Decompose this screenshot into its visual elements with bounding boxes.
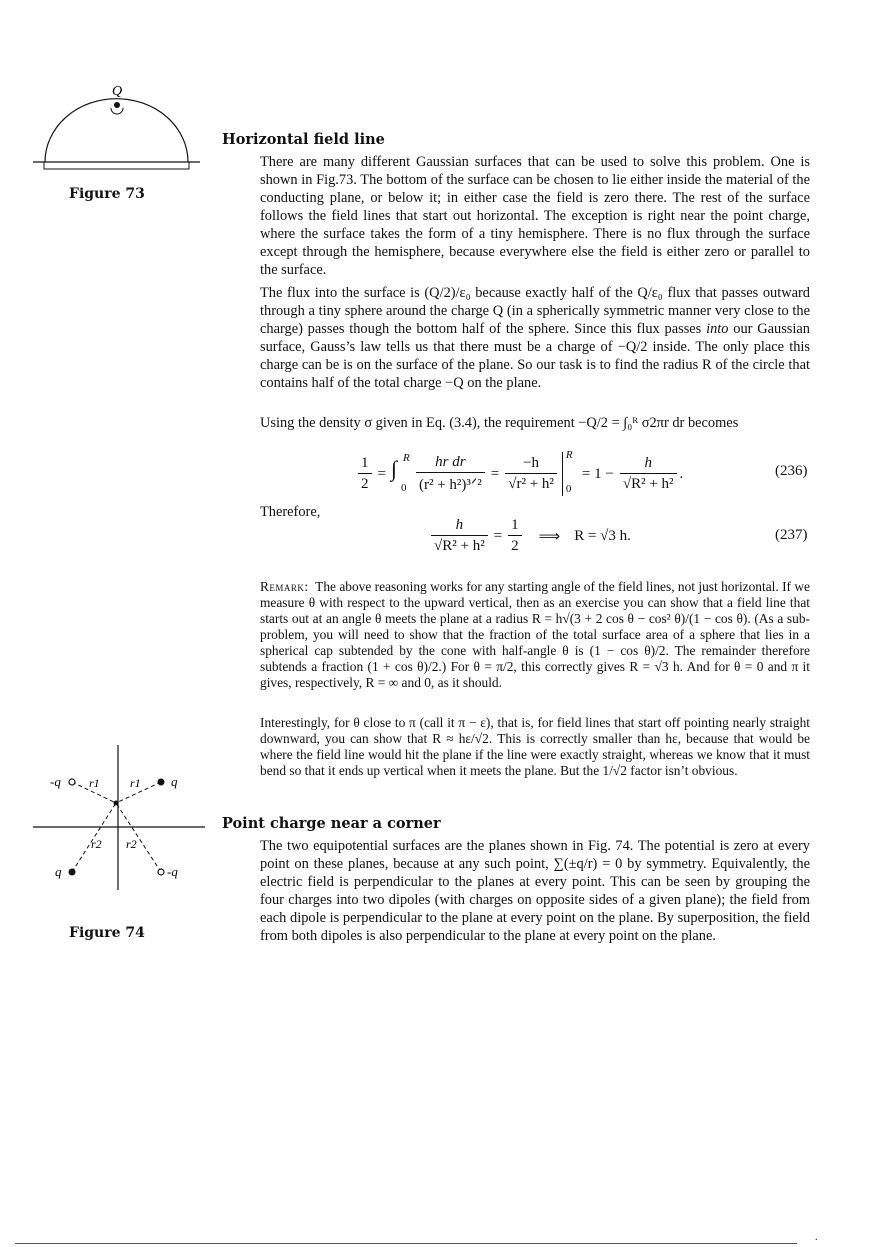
therefore-label: Therefore, [260, 504, 321, 520]
bottom-rule [15, 1243, 797, 1244]
r2-right-line [116, 803, 161, 872]
paragraph-flux [260, 284, 810, 392]
charge-minus-q-bottom-right [158, 869, 164, 875]
conducting-plane [44, 162, 189, 169]
charge-q-bottom-left [69, 869, 76, 876]
paragraph-equipotential-planes: The two equipotential surfaces are the planes shown in Fig. 74. The potential is zero at every point on these planes, because at any such point, ∑(±q/r) = 0 by symmetry. Equivalently, the electric field is perpendicular to the planes at every point. This can be seen by grouping the four charges into two dipoles (with charges on opposite sides of a given plane); the field from each dipole is perpendicular to the plane at every point on the plane. By superposition, the field from both dipoles is also perpendicular to the plane at every point on the plane. [260, 838, 810, 944]
label-q-top-right: q [171, 774, 178, 789]
label-q-bottom-left: q [55, 864, 62, 879]
eq236-lhs-fraction: $\frac{1}{2}$ [358, 455, 372, 493]
eq236-antiderivative: $\frac{-h}{\text{√r² + h²}}$ [505, 455, 557, 493]
para2-emphasis: into [706, 321, 729, 337]
interestingly-paragraph: Interestingly, for θ close to π (call it π − ε), that is, for field lines that start off pointing nearly straight downward, you can show that R ≈ hε/√2. This is correctly smaller than hε, because that would be where the field line would hit the plane if the line were exactly straight, whereas we know that it must bend so that it ends up vertical when it meets the plane. But the 1/√2 factor isn’t obvious. [260, 715, 810, 778]
gaussian-hemisphere-outline [45, 99, 188, 162]
label-minus-q-top-left: -q [50, 774, 61, 789]
eq237-half: $\frac{1}{2}$ [508, 517, 522, 555]
eq236-integral: ∫ R 0 [390, 452, 410, 494]
label-r2-left: r2 [91, 837, 102, 851]
eq236-rhs-fraction: $\frac{h}{\text{√R² + h²}}$ [620, 455, 677, 493]
figure-74-diagram [30, 740, 215, 895]
equation-236: $\frac{1}{2}$ = ∫ R 0 $\frac{\text{hr dr}}{\text{(r² + h²)³ᐟ²}}$ = $\frac{-h}{\text{√r² + h²}}$ R 0 = 1 − $\frac{h}{\text{√R² + h²}}$ . [355, 452, 683, 496]
equation-number-236: (236) [775, 463, 808, 479]
point-charge-Q [114, 102, 120, 108]
paragraph-density-requirement: Using the density σ given in Eq. (3.4), the requirement −Q/2 = ∫₀ᴿ σ2πr dr becomes [260, 415, 739, 431]
section-heading-horizontal-field-line: Horizontal field line [222, 131, 385, 148]
remark-text: The above reasoning works for any starting angle of the field lines, not just horizontal. If we measure θ with respect to the upward vertical, then as an exercise you can show that a field line that starts out at an angle θ meets the plane at a radius R = h√(3 + 2 cos θ − cos² θ)/(1 − cos θ). (As a sub-problem, you will need to show that the fraction of the total surface area of a sphere that lies in a spherical cap subtended by the cone with half-angle θ is (1 − cos θ)/2. The remainder therefore subtends a fraction (1 + cos θ)/2.) For θ = π/2, this correctly gives R = √3 h. And for θ = 0 and π it gives, respectively, R = ∞ and 0, as it should. [260, 579, 810, 690]
eq237-lhs-fraction: $\frac{h}{\text{√R² + h²}}$ [431, 517, 488, 555]
charge-Q-label: Q [112, 84, 123, 99]
remark-label: Remark: [260, 579, 309, 594]
charge-q-top-right [158, 779, 165, 786]
label-r1-left: r1 [89, 776, 100, 790]
label-r2-right: r2 [126, 837, 137, 851]
eq236-evaluation-bar: R 0 [562, 452, 579, 496]
label-minus-q-bottom-right: -q [167, 864, 178, 879]
charge-minus-q-top-left [69, 779, 75, 785]
eq236-integrand: $\frac{\text{hr dr}}{\text{(r² + h²)³ᐟ²}}$ [416, 454, 485, 494]
paragraph-gaussian-surfaces: There are many different Gaussian surfaces that can be used to solve this problem. One is shown in Fig.73. The bottom of the surface can be chosen to lie either inside the material of the conducting plane, or below it; in either case the field is zero there. The rest of the surface follows the field lines that start out horizontal. The exception is right near the point charge, where the surface takes the form of a tiny hemisphere. There is no flux through the surface except through the hemisphere, because everywhere else the field is either zero or parallel to the surface. [260, 154, 810, 278]
label-r1-right: r1 [130, 776, 141, 790]
remark-paragraph [260, 579, 810, 691]
equation-number-237: (237) [775, 527, 808, 543]
figure-73-diagram [30, 78, 210, 178]
observation-point [114, 801, 119, 806]
figure-73-label: Figure 73 [69, 186, 145, 202]
section-heading-point-charge-corner: Point charge near a corner [222, 815, 441, 832]
tiny-hemisphere [111, 108, 123, 114]
equation-237: $\frac{h}{\text{√R² + h²}}$ = $\frac{1}{2}$ ⟹ R = √3 h. [428, 514, 631, 558]
footer-mark: . [815, 1232, 818, 1243]
para2-part-b: our Gaussian surface, Gauss’s law tells us that there must be a charge of −Q/2 inside. The only place this charge can be is on the surface of the plane. So our task is to find the radius R of the circle that contains half of the total charge −Q on the plane. [260, 321, 810, 391]
para2-part-a: The flux into the surface is (Q/2)/ε₀ because exactly half of the Q/ε₀ flux that passes outward through a tiny sphere around the charge Q (in a spherically symmetric manner very close to the charge) passes though the bottom half of the sphere. Since this flux passes [260, 285, 810, 337]
figure-74-label: Figure 74 [69, 925, 145, 941]
